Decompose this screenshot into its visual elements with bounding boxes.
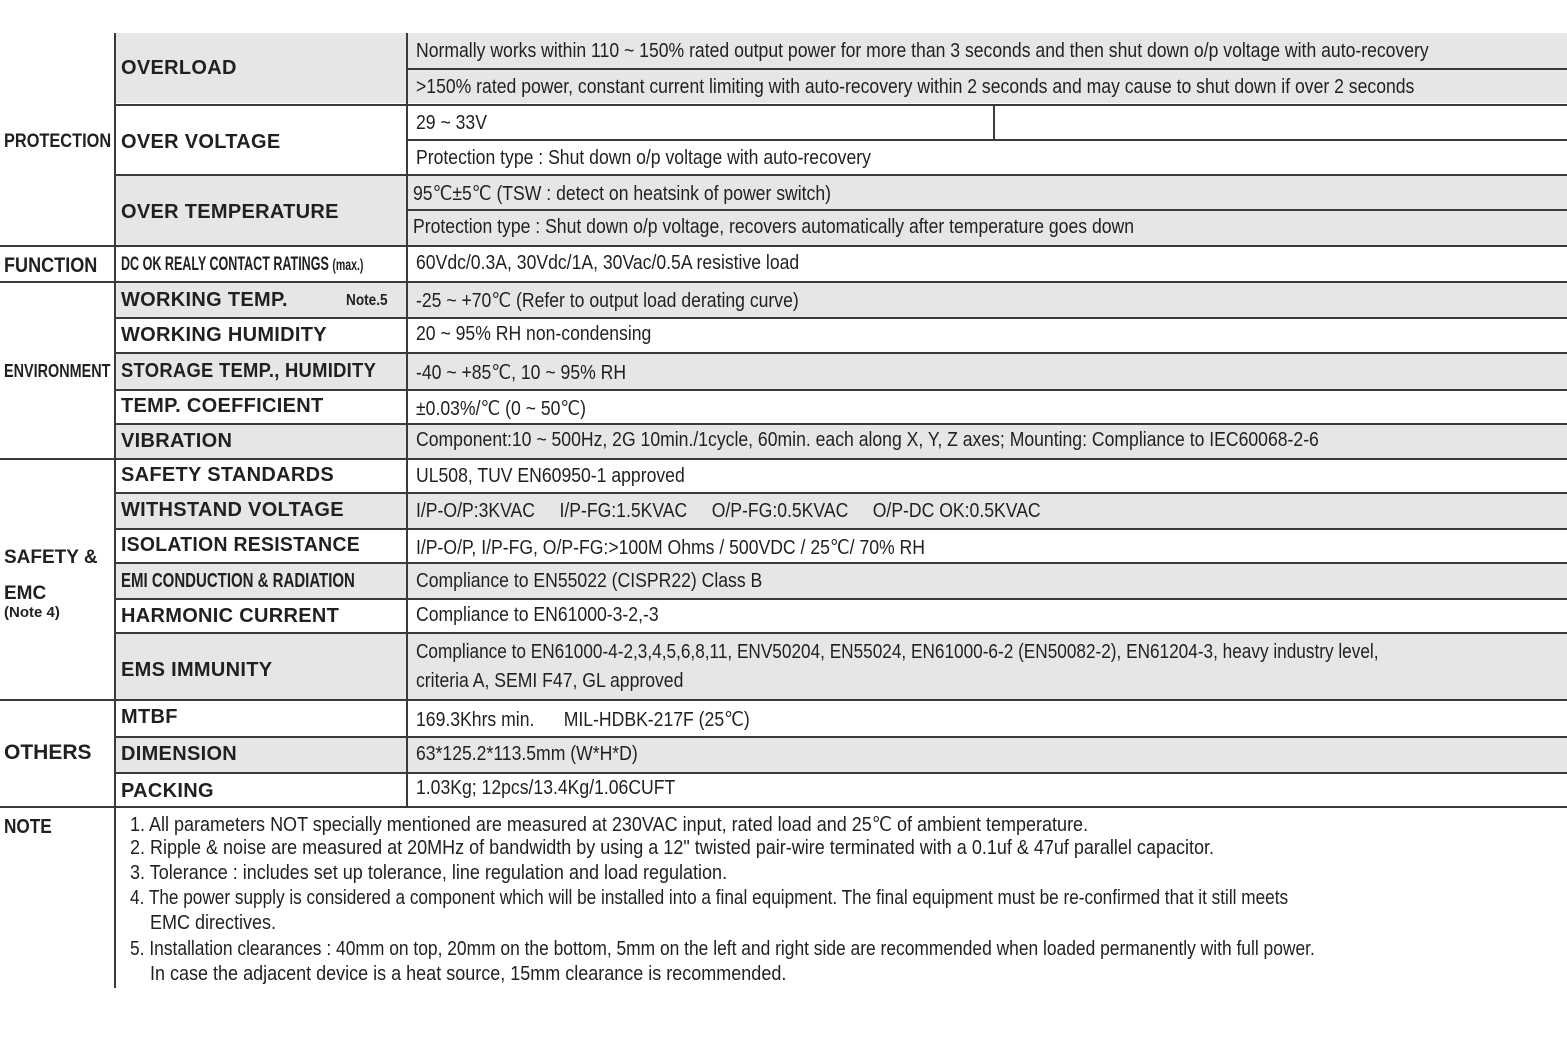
rule (116, 104, 1567, 106)
category-others: OTHERS (4, 741, 92, 764)
category-environment: ENVIRONMENT (4, 361, 111, 381)
safety-label-note: (Note 4) (4, 604, 60, 621)
value-vibration: Component:10 ~ 500Hz, 2G 10min./1cycle, 60min. each along X, Y, Z axes; Mounting: Compliance to IEC60068-2-6 (416, 429, 1319, 451)
rule (0, 699, 1567, 701)
rule (0, 458, 1567, 460)
item-overload: OVERLOAD (121, 57, 237, 79)
item-over-temperature: OVER TEMPERATURE (121, 201, 339, 223)
rule (116, 632, 1567, 634)
over-voltage-cell-divider (993, 105, 995, 139)
item-ems-immunity: EMS IMMUNITY (121, 659, 273, 681)
rule (116, 317, 1567, 319)
item-over-voltage: OVER VOLTAGE (121, 131, 281, 153)
working-temp-note: Note.5 (346, 292, 388, 309)
item-safety-standards: SAFETY STANDARDS (121, 464, 334, 486)
safety-label-line1: SAFETY & (4, 547, 98, 568)
note-line: 3. Tolerance : includes set up tolerance, line regulation and load regulation. (130, 862, 728, 884)
value-over-temperature-2: Protection type : Shut down o/p voltage, recovers automatically after temperature goes down (413, 216, 1135, 238)
rule (406, 139, 1567, 141)
value-overload-1: Normally works within 110 ~ 150% rated output power for more than 3 seconds and then shut down o/p voltage with auto-recovery (416, 40, 1429, 62)
value-over-voltage-1: 29 ~ 33V (416, 112, 487, 134)
item-working-temp: WORKING TEMP. (121, 289, 288, 311)
note-line: 4. The power supply is considered a component which will be installed into a final equipment. The final equipment must be re-confirmed that it still meets (130, 887, 1289, 909)
note-line: 5. Installation clearances : 40mm on top, 20mm on the bottom, 5mm on the left and right side are recommended when loaded permanently with full power. (130, 938, 1315, 960)
rule (116, 562, 1567, 564)
category-function: FUNCTION (4, 254, 98, 277)
item-dimension: DIMENSION (121, 743, 238, 765)
value-dc-ok: 60Vdc/0.3A, 30Vdc/1A, 30Vac/0.5A resistive load (416, 252, 800, 274)
value-packing: 1.03Kg; 12pcs/13.4Kg/1.06CUFT (416, 777, 676, 799)
item-isolation-resistance: ISOLATION RESISTANCE (121, 534, 360, 556)
note-line: 2. Ripple & noise are measured at 20MHz of bandwidth by using a 12" twisted pair-wire terminated with a 0.1uf & 47uf parallel capacitor. (130, 837, 1214, 859)
working-temp-row-bg (116, 282, 1567, 317)
note-line: 1. All parameters NOT specially mentioned are measured at 230VAC input, rated load and 25℃ of ambient temperature. (130, 814, 1089, 836)
rule (116, 389, 1567, 391)
value-withstand-voltage: I/P-O/P:3KVAC I/P-FG:1.5KVAC O/P-FG:0.5KVAC O/P-DC OK:0.5KVAC (416, 500, 1041, 522)
rule (116, 736, 1567, 738)
note-line: EMC directives. (130, 912, 277, 934)
safety-label-line2: EMC (4, 583, 47, 604)
value-isolation-resistance: I/P-O/P, I/P-FG, O/P-FG:>100M Ohms / 500VDC / 25℃/ 70% RH (416, 537, 925, 559)
item-storage-temp: STORAGE TEMP., HUMIDITY (121, 360, 377, 382)
item-harmonic-current: HARMONIC CURRENT (121, 605, 340, 627)
rule (116, 598, 1567, 600)
rule (0, 245, 1567, 247)
value-ems-immunity-1: Compliance to EN61000-4-2,3,4,5,6,8,11, ENV50204, EN55024, EN61000-6-2 (EN50082-2), EN61204-3, heavy industry level, (416, 641, 1379, 663)
rule (0, 281, 1567, 283)
value-mtbf: 169.3Khrs min. MIL-HDBK-217F (25℃) (416, 709, 750, 731)
item-withstand-voltage: WITHSTAND VOLTAGE (121, 499, 344, 521)
value-over-temperature-1: 95℃±5℃ (TSW : detect on heatsink of power switch) (413, 183, 831, 205)
value-over-voltage-2: Protection type : Shut down o/p voltage with auto-recovery (416, 147, 871, 169)
rule (116, 528, 1567, 530)
note-line: In case the adjacent device is a heat source, 15mm clearance is recommended. (130, 963, 787, 985)
dimension-row-bg (116, 737, 1567, 773)
item-temp-coefficient: TEMP. COEFFICIENT (121, 395, 324, 417)
item-packing: PACKING (121, 780, 214, 802)
value-harmonic-current: Compliance to EN61000-3-2,-3 (416, 604, 659, 626)
item-mtbf: MTBF (121, 706, 178, 728)
value-working-temp: -25 ~ +70℃ (Refer to output load derating curve) (416, 290, 799, 312)
rule (116, 352, 1567, 354)
item-divider (406, 33, 408, 807)
category-safety-emc (4, 540, 98, 622)
item-dc-ok-relay (121, 254, 363, 276)
rule (116, 772, 1567, 774)
dc-ok-suffix: (max.) (332, 257, 364, 274)
rule (116, 423, 1567, 425)
rule (406, 68, 1567, 70)
rule (0, 806, 1567, 808)
item-working-humidity: WORKING HUMIDITY (121, 324, 327, 346)
value-temp-coefficient: ±0.03%/℃ (0 ~ 50℃) (416, 398, 587, 420)
value-storage-temp: -40 ~ +85℃, 10 ~ 95% RH (416, 362, 627, 384)
category-divider (114, 33, 116, 988)
dc-ok-label: DC OK REALY CONTACT RATINGS (121, 254, 329, 275)
value-ems-immunity-2: criteria A, SEMI F47, GL approved (416, 670, 684, 692)
value-overload-2: >150% rated power, constant current limiting with auto-recovery within 2 seconds and may cause to shut down if over 2 seconds (416, 76, 1415, 98)
category-protection: PROTECTION (4, 131, 112, 152)
rule (116, 492, 1567, 494)
rule (116, 174, 1567, 176)
value-working-humidity: 20 ~ 95% RH non-condensing (416, 323, 652, 345)
item-vibration: VIBRATION (121, 430, 233, 452)
value-dimension: 63*125.2*113.5mm (W*H*D) (416, 743, 638, 765)
value-emi: Compliance to EN55022 (CISPR22) Class B (416, 570, 763, 592)
category-note: NOTE (4, 816, 52, 838)
rule (406, 209, 1567, 211)
item-emi: EMI CONDUCTION & RADIATION (121, 570, 355, 592)
value-safety-standards: UL508, TUV EN60950-1 approved (416, 465, 685, 487)
